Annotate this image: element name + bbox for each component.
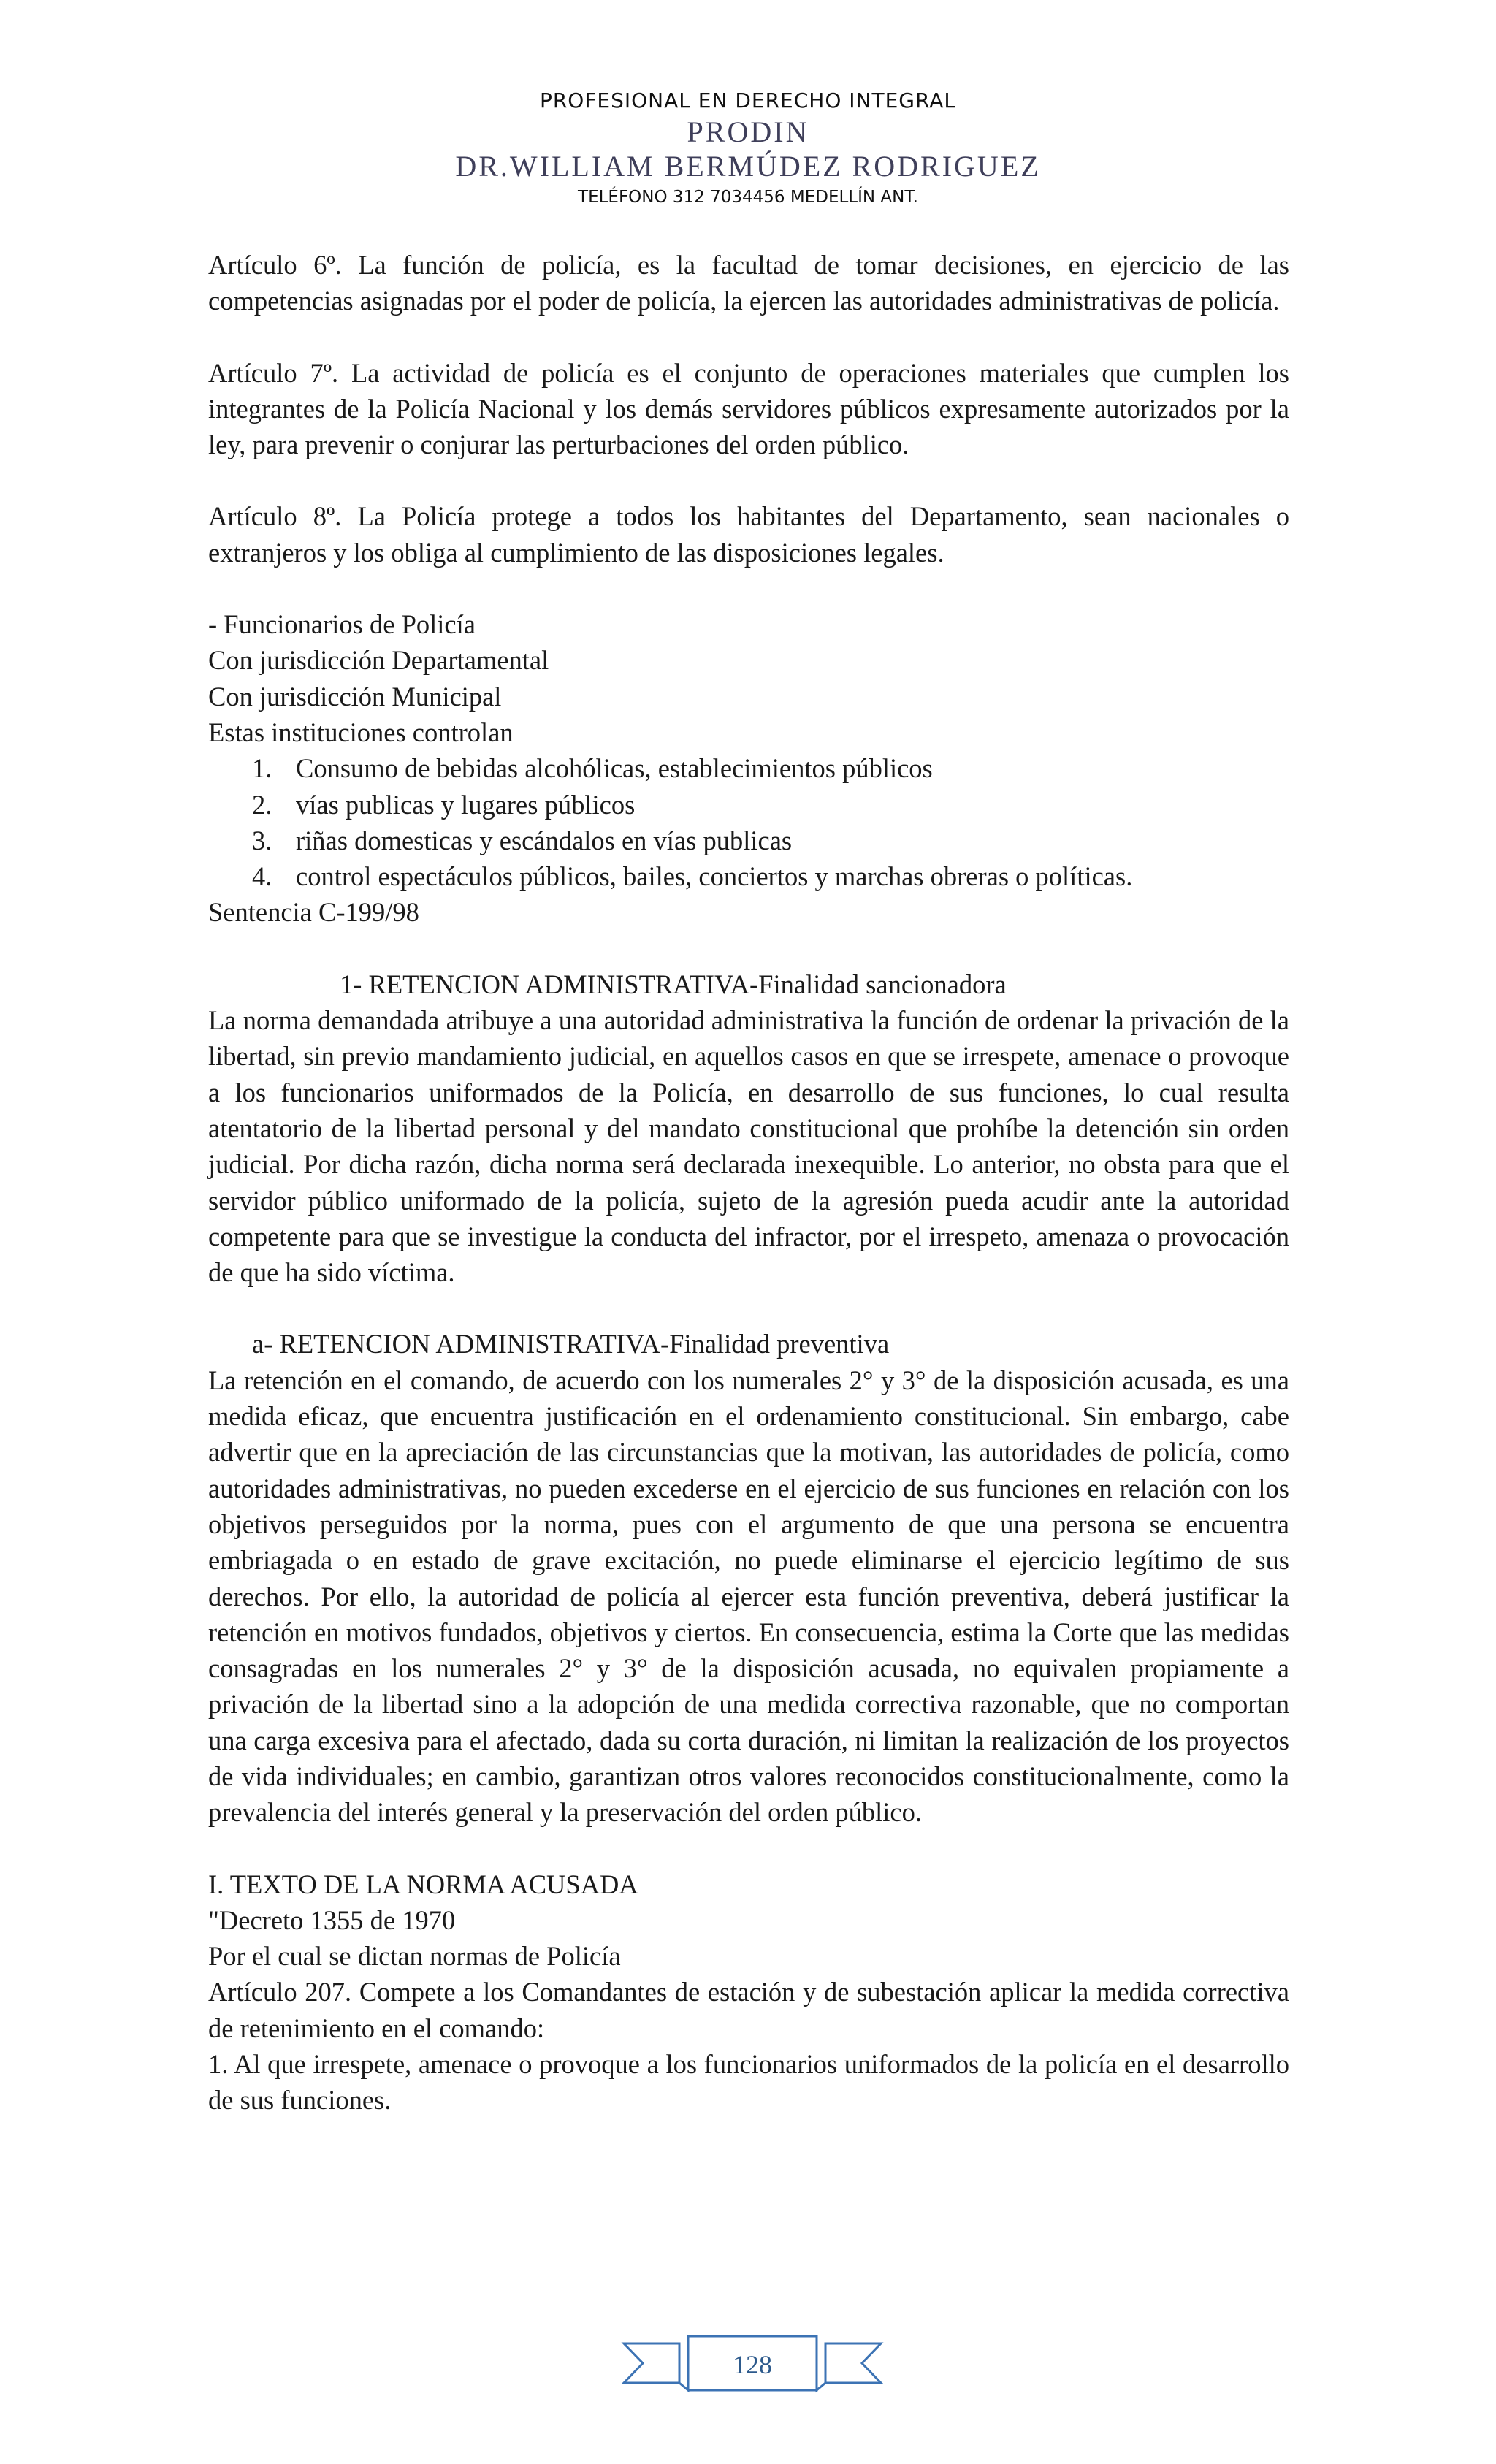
- list-number: 1.: [252, 753, 272, 784]
- list-number: 3.: [252, 825, 272, 855]
- officials-control-intro: Estas instituciones controlan: [208, 717, 514, 747]
- list-number: 2.: [252, 789, 272, 820]
- document-body: [208, 247, 1289, 2118]
- list-text: Consumo de bebidas alcohólicas, establecimientos públicos: [296, 753, 933, 784]
- article-207-item-1: 1. Al que irrespete, amenace o provoque a los funcionarios uniformados de la policía en el desarrollo de sus funciones.: [208, 2049, 1289, 2116]
- officials-municipal: Con jurisdicción Municipal: [208, 681, 502, 712]
- page-number: 128: [733, 2350, 772, 2379]
- article-8: Artículo 8º. La Policía protege a todos los habitantes del Departamento, sean nacionales o extranjeros y los obliga al cumplimiento de las disposiciones legales.: [208, 501, 1289, 568]
- list-text: control espectáculos públicos, bailes, conciertos y marchas obreras o políticas.: [296, 861, 1133, 892]
- article-6: Artículo 6º. La función de policía, es la facultad de tomar decisiones, en ejercicio de las competencias asignadas por el poder de policía, la ejercen las autoridades administrativas de policía.: [208, 250, 1289, 316]
- list-text: riñas domesticas y escándalos en vías publicas: [296, 825, 793, 855]
- page-number-ribbon: [621, 2330, 884, 2396]
- heading-preventiva: a- RETENCION ADMINISTRATIVA-Finalidad preventiva: [252, 1329, 890, 1359]
- letterhead-phone: TELÉFONO 312 7034456 MEDELLÍN ANT.: [578, 188, 918, 207]
- article-7: Artículo 7º. La actividad de policía es el conjunto de operaciones materiales que cumplen los integrantes de la Policía Nacional y los demás servidores públicos expresamente autorizados por la ley, para prevenir o conjurar las perturbaciones del orden público.: [208, 357, 1289, 460]
- decree-title: "Decreto 1355 de 1970: [208, 1904, 456, 1935]
- letterhead: [0, 86, 1496, 210]
- list-item: [208, 858, 1289, 894]
- list-item: [208, 750, 1289, 786]
- heading-sancionadora: 1- RETENCION ADMINISTRATIVA-Finalidad sancionadora: [340, 969, 1007, 999]
- sentencia-reference: Sentencia C-199/98: [208, 897, 419, 928]
- list-item: [208, 823, 1289, 858]
- article-207: Artículo 207. Compete a los Comandantes de estación y de subestación aplicar la medida correctiva de retenimiento en el comando:: [208, 1977, 1289, 2043]
- section-title: I. TEXTO DE LA NORMA ACUSADA: [208, 1869, 638, 1899]
- decree-subtitle: Por el cual se dictan normas de Policía: [208, 1941, 621, 1972]
- letterhead-brand: PRODIN: [687, 115, 809, 148]
- paragraph-preventiva: La retención en el comando, de acuerdo con los numerales 2° y 3° de la disposición acusada, es una medida eficaz, que encuentra justificación en el ordenamiento constitucional. Sin embargo, cabe advertir que en la apreciación de las circunstancias que la motivan, las autoridades de policía, como autoridades administrativas, no pueden excederse en el ejercicio de sus funciones en relación con los objetivos perseguidos por la norma, pues con el argumento de que una persona se encuentra embriagada o en estado de grave excitación, no puede eliminarse el ejercicio legítimo de sus derechos. Por ello, la autoridad de policía al ejercer esta función preventiva, deberá justificar la retención en motivos fundados, objetivos y ciertos. En consecuencia, estima la Corte que las medidas consagradas en los numerales 2° y 3° de la disposición acusada, no equivalen propiamente a privación de la libertad sino a la adopción de una medida correctiva razonable, que no comportan una carga excesiva para el afectado, dada su corta duración, ni limitan la realización de los proyectos de vida individuales; en cambio, garantizan otros valores reconocidos constitucionalmente, como la prevalencia del interés general y la preservación del orden público.: [208, 1365, 1289, 1828]
- control-list: [208, 750, 1289, 894]
- letterhead-name: DR.WILLIAM BERMÚDEZ RODRIGUEZ: [455, 150, 1041, 183]
- paragraph-sancionadora: La norma demandada atribuye a una autoridad administrativa la función de ordenar la privación de la libertad, sin previo mandamiento judicial, en aquellos casos en que se irrespete, amenace o provoque a los funcionarios uniformados de la Policía, en desarrollo de sus funciones, lo cual resulta atentatorio de la libertad personal y del mandato constitucional que prohíbe la detención sin orden judicial. Por dicha razón, dicha norma será declarada inexequible. Lo anterior, no obsta para que el servidor público uniformado de la policía, sujeto de la agresión pueda acudir ante la autoridad competente para que se investigue la conducta del infractor, por el irrespeto, amenaza o provocación de que ha sido víctima.: [208, 1005, 1289, 1288]
- officials-heading: - Funcionarios de Policía: [208, 609, 476, 640]
- list-text: vías publicas y lugares públicos: [296, 789, 636, 820]
- officials-departmental: Con jurisdicción Departamental: [208, 645, 549, 676]
- list-number: 4.: [252, 861, 272, 892]
- list-item: [208, 787, 1289, 823]
- letterhead-profession: PROFESIONAL EN DERECHO INTEGRAL: [539, 88, 957, 112]
